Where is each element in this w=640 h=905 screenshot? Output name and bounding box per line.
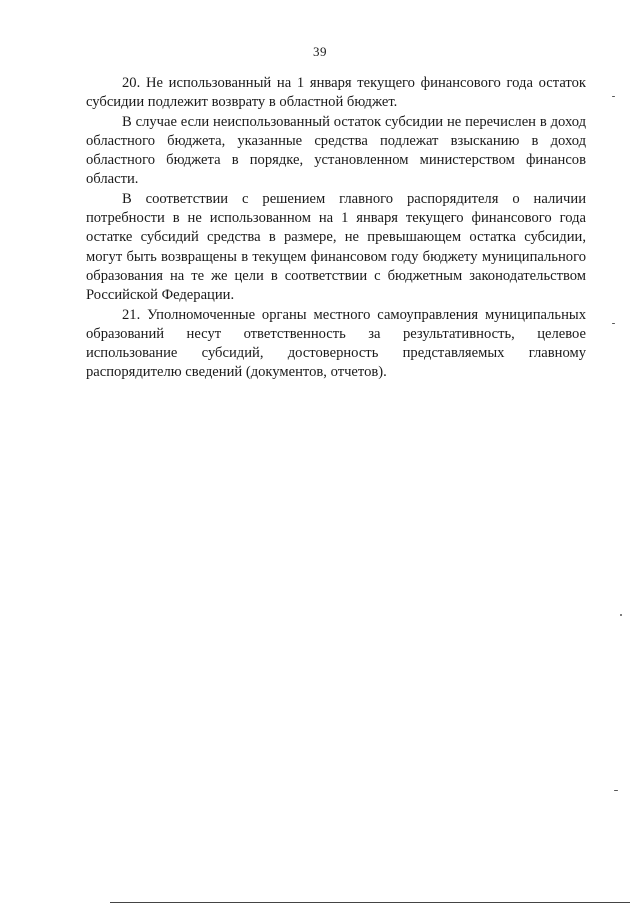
scan-speck <box>614 790 618 791</box>
paragraph-21: 21. Уполномоченные органы местного самоуправления муниципальных образований несут ответственность за результативность, целевое использование субсидий, достоверность представляемых главному распорядителю сведений (документов, отчетов). <box>86 306 586 381</box>
scan-speck <box>612 323 615 324</box>
paragraph-return-decision: В соответствии с решением главного распорядителя о наличии потребности в не использованном на 1 января текущего финансового года остатке субсидий средства в размере, не превышающем остатка субсидии, могут быть возвращены в текущем финансовом году бюджету муниципального образования на те же цели в соответствии с бюджетным законодательством Российской Федерации. <box>86 190 586 304</box>
scan-edge-line <box>110 902 630 903</box>
page-number: 39 <box>313 44 327 59</box>
paragraph-20: 20. Не использованный на 1 января текущего финансового года остаток субсидии подлежит возврату в областной бюджет. <box>86 75 586 111</box>
document-body <box>86 74 586 383</box>
paragraph-unspent-balance: В случае если неиспользованный остаток субсидии не перечислен в доход областного бюджета, указанные средства подлежат взысканию в доход областного бюджета в порядке, установленном министерством финансов области. <box>86 113 586 188</box>
scan-speck <box>612 96 615 97</box>
scan-speck <box>620 614 622 616</box>
